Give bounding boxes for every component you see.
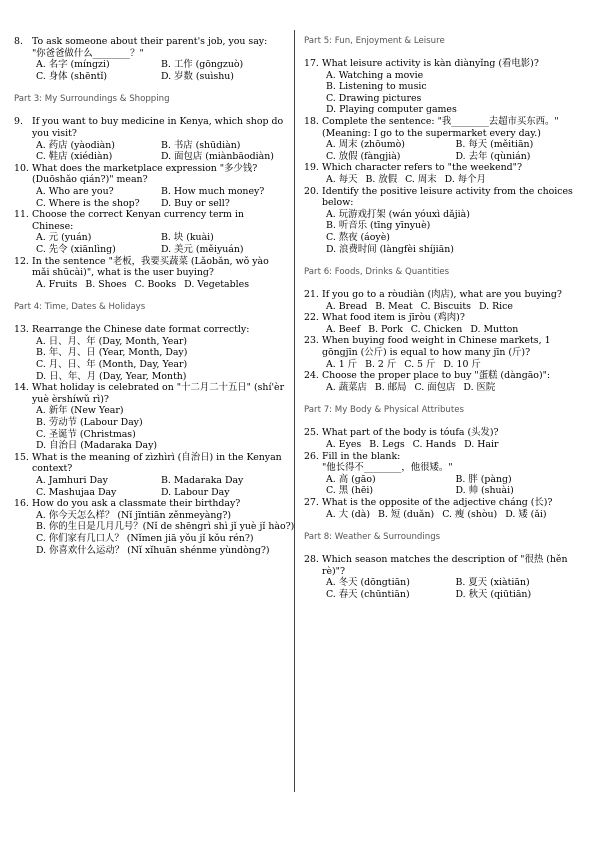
answer-option[interactable]: A. Watching a movie bbox=[326, 69, 424, 81]
question-number: 19. bbox=[304, 162, 319, 174]
question-number: 20. bbox=[304, 185, 319, 197]
answer-options bbox=[326, 324, 585, 336]
question-number: 24. bbox=[304, 370, 319, 382]
answer-option[interactable]: C. 春天 (chūntiān) bbox=[326, 588, 410, 600]
question-number: 17. bbox=[304, 58, 319, 69]
answer-option[interactable]: B. Listening to music bbox=[326, 81, 427, 93]
question-number: 13. bbox=[14, 324, 29, 336]
question-text: What part of the body is tóufa (头发)? bbox=[322, 427, 499, 439]
answer-option[interactable]: C. Where is the shop? bbox=[36, 197, 140, 209]
answer-option[interactable]: D. 浪费时间 (làngfèi shíjiān) bbox=[326, 243, 454, 255]
question-item bbox=[14, 116, 286, 162]
question-text: If you go to a ròudiàn (肉店), what are you buying? bbox=[322, 289, 562, 301]
answer-option[interactable]: D. Vegetables bbox=[184, 278, 250, 290]
answer-option[interactable]: B. Meat bbox=[375, 300, 413, 312]
question-item bbox=[14, 36, 286, 82]
question-item bbox=[304, 116, 585, 162]
answer-option[interactable]: A. Who are you? bbox=[36, 185, 114, 197]
answer-option[interactable]: C. 周末 bbox=[405, 173, 437, 185]
answer-option[interactable]: D. Hair bbox=[464, 439, 499, 451]
answer-option[interactable]: B. 书店 (shūdiàn) bbox=[161, 139, 241, 151]
answer-option[interactable]: B. 放假 bbox=[365, 173, 398, 185]
question-number: 27. bbox=[304, 497, 319, 508]
question-text: In the sentence "老板，我要买蔬菜 (Lǎobǎn, wǒ yào mǎi shūcài)", what is the user buying? bbox=[32, 255, 269, 279]
answer-option[interactable]: C. 圣诞节 (Christmas) bbox=[36, 428, 136, 440]
answer-option[interactable]: D. 医院 bbox=[463, 381, 496, 393]
question-item bbox=[304, 186, 585, 256]
answer-option[interactable]: D. 每个月 bbox=[444, 173, 486, 185]
answer-option[interactable]: A. 冬天 (dōngtiān) bbox=[326, 577, 410, 589]
answer-options bbox=[36, 186, 286, 209]
answer-option[interactable]: A. 你今天怎么样？ (Nǐ jīntiān zěnmeyàng?) bbox=[36, 509, 232, 521]
answer-option[interactable]: C. 身体 (shēntǐ) bbox=[36, 70, 108, 82]
answer-option[interactable]: D. Buy or sell? bbox=[161, 197, 230, 209]
answer-options bbox=[326, 70, 585, 116]
answer-option[interactable]: C. Chicken bbox=[410, 323, 463, 335]
answer-option[interactable]: A. Bread bbox=[326, 300, 368, 312]
question-text: What is the opposite of the adjective cháng (长)? bbox=[322, 497, 553, 508]
question-item bbox=[14, 498, 295, 556]
answer-option[interactable]: D. 矮 (ǎi) bbox=[505, 508, 547, 520]
answer-option[interactable]: C. Biscuits bbox=[420, 300, 471, 312]
section-heading: Part 3: My Surroundings & Shopping bbox=[14, 94, 170, 105]
question-text: What food item is jīròu (鸡肉)? bbox=[322, 312, 465, 324]
answer-options bbox=[326, 301, 585, 313]
answer-options bbox=[326, 509, 585, 521]
answer-option[interactable]: B. 工作 (gōngzuò) bbox=[161, 59, 244, 71]
answer-options bbox=[36, 232, 286, 255]
answer-option[interactable]: A. 1 斤 bbox=[326, 358, 358, 370]
column-divider bbox=[294, 30, 295, 792]
section-heading: Part 4: Time, Dates & Holidays bbox=[14, 302, 146, 313]
answer-option[interactable]: A. 日、月、年 (Day, Month, Year) bbox=[36, 335, 188, 347]
answer-option[interactable]: D. 自治日 (Madaraka Day) bbox=[36, 440, 158, 452]
answer-option[interactable]: C. 面包店 bbox=[414, 381, 456, 393]
answer-option[interactable]: B. Pork bbox=[368, 323, 403, 335]
right-column bbox=[304, 36, 585, 601]
answer-option[interactable]: B. Madaraka Day bbox=[161, 475, 244, 486]
answer-option[interactable]: D. 美元 (měiyuán) bbox=[161, 243, 244, 255]
question-number: 23. bbox=[304, 335, 319, 347]
answer-option[interactable]: B. 每天 (měitiān) bbox=[455, 139, 534, 151]
answer-option[interactable]: B. 年、月、日 (Year, Month, Day) bbox=[36, 347, 188, 359]
question-text: When buying food weight in Chinese markets, 1 gōngjīn (公斤) is equal to how many jīn (斤)? bbox=[322, 335, 551, 359]
answer-option[interactable]: D. 日、年、月 (Day, Year, Month) bbox=[36, 370, 187, 382]
answer-option[interactable]: B. 2 斤 bbox=[365, 358, 397, 370]
answer-option[interactable]: C. 熬夜 (áoyè) bbox=[326, 231, 390, 243]
answer-options bbox=[36, 59, 286, 82]
question-item bbox=[304, 312, 585, 335]
answer-options bbox=[36, 140, 286, 163]
question-text: To ask someone about their parent's job, you say: "你爸爸做什么________？" bbox=[32, 36, 268, 59]
question-number: 8. bbox=[14, 36, 23, 47]
answer-options bbox=[326, 382, 585, 394]
answer-option[interactable]: A. 每天 bbox=[326, 173, 358, 185]
question-text: How do you ask a classmate their birthday? bbox=[32, 498, 241, 510]
answer-option[interactable]: C. Drawing pictures bbox=[326, 92, 422, 104]
answer-option[interactable]: C. 黑 (hēi) bbox=[326, 485, 374, 497]
question-item bbox=[14, 163, 286, 209]
answer-option[interactable]: C. 瘦 (shòu) bbox=[442, 508, 498, 520]
answer-option[interactable]: D. 10 斤 bbox=[443, 358, 481, 370]
question-text: Rearrange the Chinese date format correctly: bbox=[32, 324, 250, 336]
question-text: What is the meaning of zìzhìrì (自治日) in the Kenyan context? bbox=[32, 451, 282, 475]
answer-option[interactable]: A. 玩游戏打架 (wán yóuxì dǎjià) bbox=[326, 208, 470, 220]
answer-options bbox=[326, 439, 585, 451]
question-text: Complete the sentence: "我________去超市买东西。" (Meaning: I go to the supermarket every day.) bbox=[322, 115, 559, 139]
answer-option[interactable]: A. Eyes bbox=[326, 439, 362, 451]
answer-option[interactable]: B. 胖 (pàng) bbox=[455, 473, 512, 485]
question-item bbox=[304, 427, 585, 450]
question-item bbox=[14, 256, 286, 291]
answer-option[interactable]: B. 块 (kuài) bbox=[161, 232, 214, 244]
question-item bbox=[14, 209, 286, 255]
left-column bbox=[14, 36, 295, 556]
answer-option[interactable]: D. 岁数 (suìshu) bbox=[161, 70, 234, 82]
question-item bbox=[304, 162, 585, 185]
question-number: 28. bbox=[304, 554, 319, 566]
answer-option[interactable]: B. 听音乐 (tīng yīnyuè) bbox=[326, 220, 431, 232]
answer-option[interactable]: B. 夏天 (xiàtiān) bbox=[455, 577, 530, 589]
answer-option[interactable]: A. 名字 (míngzi) bbox=[36, 59, 110, 71]
answer-options bbox=[326, 359, 585, 371]
question-number: 12. bbox=[14, 255, 29, 267]
answer-option[interactable]: D. Labour Day bbox=[161, 486, 230, 498]
answer-option[interactable]: B. 短 (duǎn) bbox=[378, 508, 435, 520]
question-text: What leisure activity is kàn diànyǐng (看电影)? bbox=[322, 58, 539, 69]
question-item bbox=[304, 554, 585, 600]
answer-option[interactable]: B. 邮局 bbox=[374, 381, 407, 393]
answer-option[interactable]: C. 放假 (fàngjià) bbox=[326, 150, 401, 162]
question-text: Fill in the blank: "他长得不________，他很矮。" bbox=[322, 450, 453, 474]
answer-option[interactable]: D. 秋天 (qiūtiān) bbox=[455, 588, 532, 600]
answer-option[interactable]: A. 元 (yuán) bbox=[36, 232, 92, 244]
section-heading: Part 6: Foods, Drinks & Quantities bbox=[304, 267, 450, 278]
answer-option[interactable]: C. Mashujaa Day bbox=[36, 486, 117, 498]
answer-option[interactable]: A. 新年 (New Year) bbox=[36, 405, 124, 417]
answer-option[interactable]: C. 月、日、年 (Month, Day, Year) bbox=[36, 359, 188, 371]
question-number: 15. bbox=[14, 451, 29, 463]
question-number: 18. bbox=[304, 115, 319, 127]
answer-option[interactable]: C. 鞋店 (xiédiàn) bbox=[36, 151, 113, 163]
answer-option[interactable]: C. Hands bbox=[412, 439, 457, 451]
answer-option[interactable]: C. 先令 (xiānlìng) bbox=[36, 243, 116, 255]
answer-options bbox=[326, 209, 585, 255]
answer-option[interactable]: B. How much money? bbox=[161, 185, 265, 197]
answer-options bbox=[36, 279, 286, 291]
answer-option[interactable]: B. 你的生日是几月几号？(Nǐ de shēngrì shì jǐ yuè jǐ hào?) bbox=[36, 521, 295, 533]
question-number: 26. bbox=[304, 450, 319, 462]
section-heading: Part 8: Weather & Surroundings bbox=[304, 532, 441, 543]
question-item bbox=[304, 451, 585, 497]
answer-option[interactable]: B. Legs bbox=[369, 439, 405, 451]
answer-options bbox=[326, 174, 585, 186]
answer-option[interactable]: A. 高 (gāo) bbox=[326, 473, 376, 485]
question-number: 14. bbox=[14, 382, 29, 394]
answer-option[interactable]: C. 5 斤 bbox=[404, 358, 436, 370]
answer-option[interactable]: D. 去年 (qùnián) bbox=[455, 150, 531, 162]
answer-options bbox=[326, 139, 585, 162]
question-item bbox=[304, 497, 585, 520]
answer-option[interactable]: A. 大 (dà) bbox=[326, 508, 370, 520]
question-number: 16. bbox=[14, 498, 29, 510]
answer-option[interactable]: C. 你们家有几口人？ (Nǐmen jiā yǒu jǐ kǒu rén?) bbox=[36, 532, 254, 544]
question-item bbox=[304, 58, 585, 116]
question-item bbox=[14, 382, 286, 452]
answer-option[interactable]: A. Jamhuri Day bbox=[36, 475, 108, 486]
question-number: 9. bbox=[14, 116, 23, 128]
question-text: Choose the correct Kenyan currency term in Chinese: bbox=[32, 209, 244, 232]
question-item bbox=[304, 370, 585, 393]
question-item bbox=[304, 335, 585, 370]
answer-options bbox=[326, 577, 585, 600]
answer-options bbox=[36, 405, 286, 451]
question-text: What holiday is celebrated on "十二月二十五日" (shí'èr yuè èrshíwǔ rì)? bbox=[32, 382, 285, 405]
question-number: 25. bbox=[304, 427, 319, 439]
question-text: Identify the positive leisure activity from the choices below: bbox=[322, 185, 573, 209]
answer-options bbox=[326, 474, 585, 497]
answer-option[interactable]: D. 面包店 (miànbāodiàn) bbox=[161, 151, 274, 163]
answer-option[interactable]: B. Shoes bbox=[85, 278, 127, 290]
answer-option[interactable]: B. 劳动节 (Labour Day) bbox=[36, 417, 143, 429]
question-text: Which character refers to "the weekend"? bbox=[322, 162, 523, 174]
question-text: Which season matches the description of "很热 (hěn rè)"? bbox=[322, 554, 568, 577]
question-number: 10. bbox=[14, 162, 29, 174]
answer-option[interactable]: D. 帅 (shuài) bbox=[455, 485, 514, 497]
answer-option[interactable]: A. 蔬菜店 bbox=[326, 381, 367, 393]
question-text: If you want to buy medicine in Kenya, which shop do you visit? bbox=[32, 116, 284, 139]
question-item bbox=[304, 289, 585, 312]
answer-option[interactable]: A. 周末 (zhōumò) bbox=[326, 139, 405, 151]
answer-option[interactable]: A. Beef bbox=[326, 323, 361, 335]
answer-option[interactable]: D. Playing computer games bbox=[326, 104, 457, 116]
section-heading: Part 5: Fun, Enjoyment & Leisure bbox=[304, 36, 445, 46]
question-text: What does the marketplace expression "多少钱?(Duōshǎo qián?)" mean? bbox=[32, 162, 258, 186]
answer-options bbox=[36, 475, 286, 498]
question-item bbox=[14, 324, 286, 382]
answer-option[interactable]: D. Rice bbox=[478, 300, 513, 312]
question-item bbox=[14, 452, 286, 498]
question-text: Choose the proper place to buy "蛋糕 (dàngāo)": bbox=[322, 370, 551, 382]
answer-option[interactable]: D. Mutton bbox=[470, 323, 519, 335]
answer-option[interactable]: C. Books bbox=[134, 278, 177, 290]
question-number: 21. bbox=[304, 289, 319, 301]
answer-options bbox=[36, 336, 286, 382]
answer-option[interactable]: A. 药店 (yàodiàn) bbox=[36, 139, 115, 151]
answer-option[interactable]: A. Fruits bbox=[36, 278, 78, 290]
question-number: 11. bbox=[14, 209, 29, 221]
section-heading: Part 7: My Body & Physical Attributes bbox=[304, 405, 464, 416]
question-number: 22. bbox=[304, 312, 319, 324]
answer-options bbox=[36, 509, 295, 556]
answer-option[interactable]: D. 你喜欢什么运动？ (Nǐ xǐhuān shénme yùndòng?) bbox=[36, 544, 270, 556]
